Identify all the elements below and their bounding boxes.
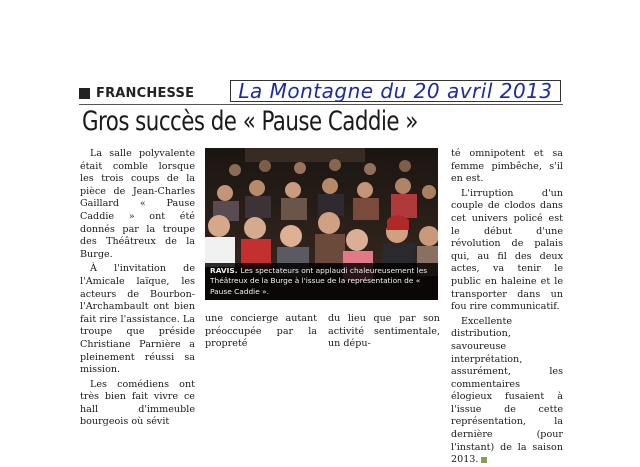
- paragraph: À l'invitation de l'Amicale laïque, les acteurs de Bourbon-l'Archambault ont bien fait rire l'assistance. La troupe que préside Christiane Parnière a pleinement réussi sa mission.: [80, 263, 195, 376]
- photo-caption: [205, 263, 438, 300]
- paragraph: une concierge autant préoccupée par la propreté: [205, 313, 317, 350]
- paragraph: [451, 316, 563, 467]
- paragraph: du lieu que par son activité sentimentale, un dépu-: [328, 313, 440, 350]
- source-label: La Montagne du 20 avril 2013: [238, 79, 553, 103]
- section-rubric: [79, 83, 229, 103]
- paragraph: té omnipotent et sa femme pimbêche, s'il en est.: [451, 148, 563, 185]
- rubric-label: FRANCHESSE: [96, 85, 195, 101]
- article-headline: Gros succès de « Pause Caddie »: [82, 106, 418, 137]
- article-column-4: [451, 148, 563, 467]
- caption-text: Les spectateurs ont applaudi chaleureusement les Théâtreux de la Burge à l'issue de la représentation de « Pause Caddie ».: [210, 266, 428, 296]
- source-label-box: [230, 80, 561, 102]
- paragraph: La salle polyvalente était comble lorsque les trois coups de la pièce de Jean-Charles Gaillard « Pause Caddie » ont été donnés par la troupe des Théâtreux de la Burge.: [80, 148, 195, 260]
- rubric-square-icon: [79, 88, 90, 99]
- paragraph: L'irruption d'un couple de clodos dans cet univers policé est le début d'une révolution de palais qui, au fil des deux actes, va tenir le public en haleine et le transporter dans un fou rire communicatif.: [451, 187, 563, 313]
- paragraph-text: Excellente distribution, savoureuse interprétation, assurément, les commentaires élogieux fusaient à l'issue de cette représentation, la dernière (pour l'instant) de la saison 2013.: [451, 315, 563, 466]
- caption-tag: RAVIS.: [210, 266, 238, 275]
- article-column-2: [205, 313, 317, 351]
- article-column-1: [80, 148, 195, 429]
- end-of-article-icon: [481, 457, 487, 463]
- header-divider: [79, 104, 563, 105]
- article-column-3: [328, 313, 440, 351]
- paragraph: Les comédiens ont très bien fait vivre ce hall d'immeuble bourgeois où sévit: [80, 378, 195, 428]
